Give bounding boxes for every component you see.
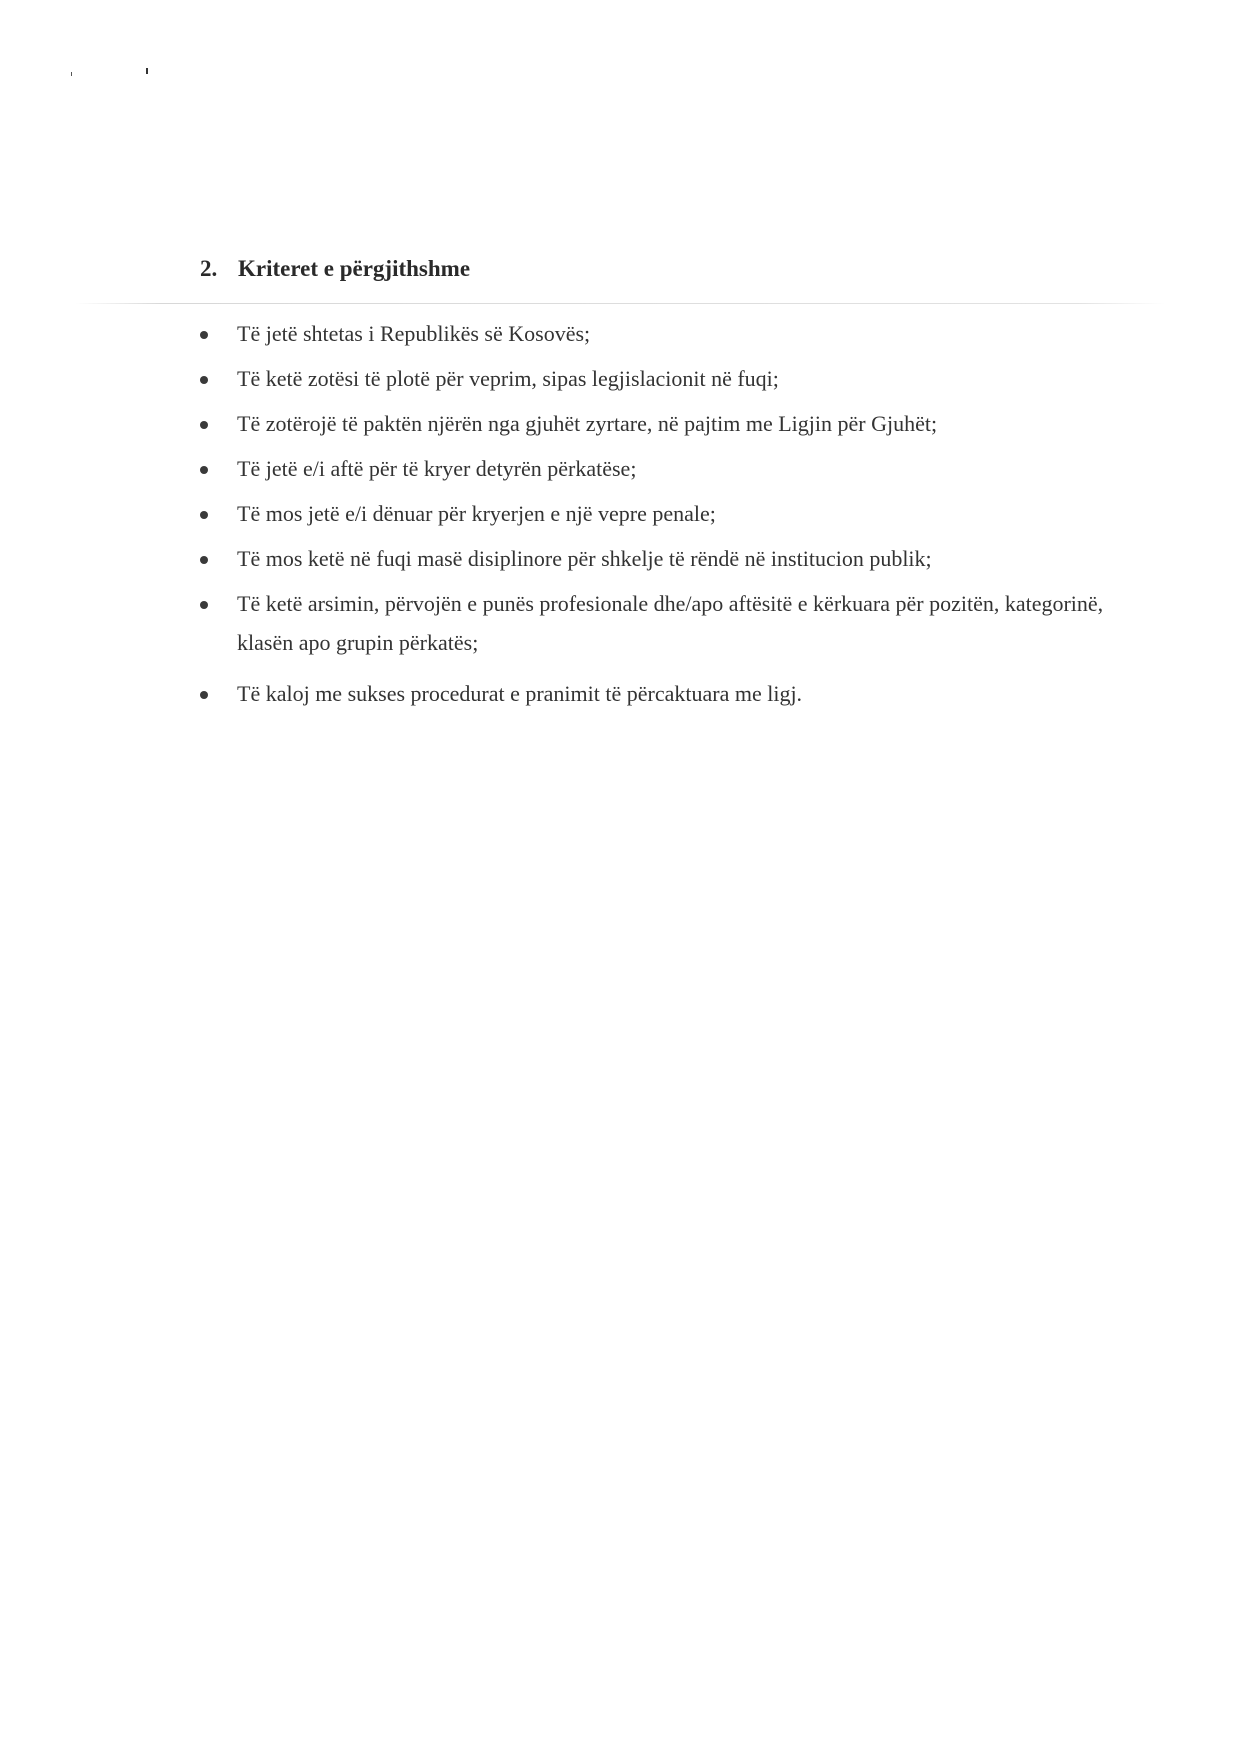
- list-item-text: Të ketë zotësi të plotë për veprim, sipas legjislacionit në fuqi;: [237, 366, 779, 391]
- list-item: [200, 674, 1130, 713]
- section-title: Kriteret e përgjithshme: [238, 256, 471, 281]
- section-general-criteria: [200, 256, 1120, 286]
- list-item: [200, 494, 1130, 533]
- bullet-icon: [200, 314, 237, 353]
- section-number: 2.: [200, 256, 218, 281]
- list-item: [200, 539, 1130, 578]
- bullet-icon: [200, 494, 237, 533]
- section-heading: [200, 256, 1120, 286]
- bullet-icon: [200, 449, 237, 488]
- list-item: [200, 359, 1130, 398]
- list-item: [200, 449, 1130, 488]
- heading-divider: [75, 303, 1165, 304]
- list-item-text: Të ketë arsimin, përvojën e punës profesionale dhe/apo aftësitë e kërkuara për pozitën, kategorinë, klasën apo grupin përkatës;: [237, 591, 1104, 655]
- list-item: [200, 584, 1130, 662]
- criteria-list: [200, 314, 1130, 719]
- bullet-icon: [200, 359, 237, 398]
- bullet-icon: [200, 539, 237, 578]
- list-item: [200, 404, 1130, 443]
- list-item-text: Të mos jetë e/i dënuar për kryerjen e një vepre penale;: [237, 501, 716, 526]
- list-item-text: Të jetë shtetas i Republikës së Kosovës;: [237, 321, 591, 346]
- list-item: [200, 314, 1130, 353]
- bullet-icon: [200, 404, 237, 443]
- bullet-icon: [200, 584, 237, 623]
- list-item-text: Të zotërojë të paktën njërën nga gjuhët zyrtare, në pajtim me Ligjin për Gjuhët;: [237, 411, 938, 436]
- bullet-icon: [200, 674, 237, 713]
- list-item-text: Të kaloj me sukses procedurat e pranimit të përcaktuara me ligj.: [237, 681, 803, 706]
- scan-artifact-mark: [146, 68, 148, 74]
- list-item-text: Të mos ketë në fuqi masë disiplinore për shkelje të rëndë në institucion publik;: [237, 546, 932, 571]
- list-item-text: Të jetë e/i aftë për të kryer detyrën përkatëse;: [237, 456, 637, 481]
- scan-artifact-mark: [71, 72, 72, 76]
